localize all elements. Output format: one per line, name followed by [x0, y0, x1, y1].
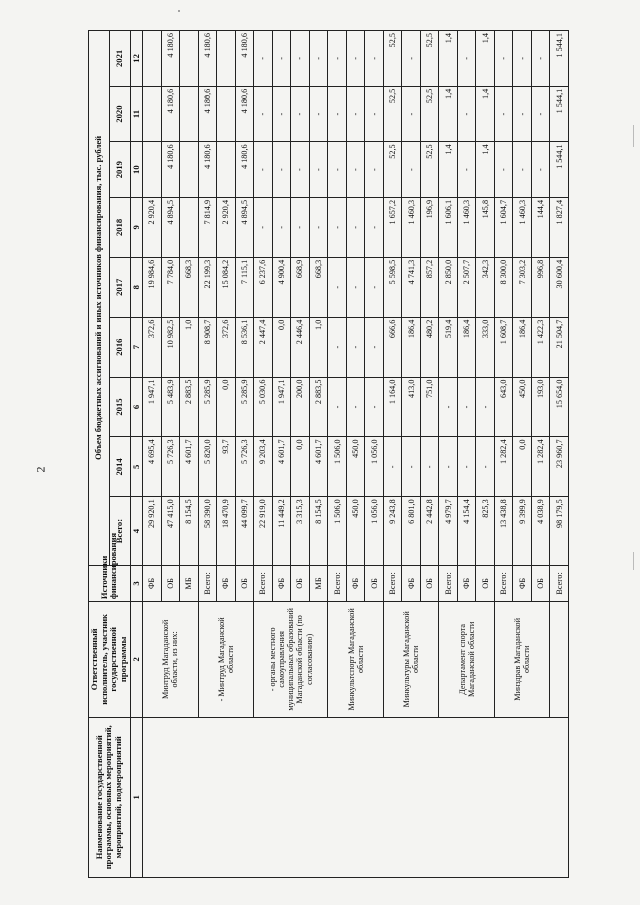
year-value-cell: 333,0 [476, 317, 495, 377]
funding-source-cell: ОБ [476, 565, 495, 601]
year-value-cell: - [383, 437, 402, 497]
year-value-cell: 1 947,1 [143, 377, 162, 437]
year-value-cell: 186,4 [513, 317, 532, 377]
funding-source-cell: Всего: [494, 565, 513, 601]
total-value-cell: 29 920,1 [143, 497, 162, 565]
funding-source-cell: Всего: [328, 565, 347, 601]
year-value-cell: - [420, 437, 439, 497]
funding-source-cell: ФБ [217, 565, 236, 601]
year-value-cell: 7 784,0 [161, 257, 180, 317]
year-value-cell: - [254, 197, 273, 257]
year-value-cell: - [494, 31, 513, 87]
year-value-cell: - [291, 142, 310, 198]
total-value-cell: 18 470,9 [217, 497, 236, 565]
year-value-cell: 0,0 [272, 317, 291, 377]
year-value-cell: - [402, 437, 421, 497]
year-value-cell: 15 084,2 [217, 257, 236, 317]
year-value-cell: 1,0 [180, 317, 199, 377]
header-year: 2021 [109, 31, 130, 87]
year-value-cell: 193,0 [531, 377, 550, 437]
executor-cell: Минздрав Магаданской области [494, 602, 550, 717]
column-index: 2 [130, 602, 143, 717]
column-index: 12 [130, 31, 143, 87]
year-value-cell: 1 544,1 [550, 86, 569, 142]
year-value-cell: 1 282,4 [531, 437, 550, 497]
year-value-cell: - [291, 197, 310, 257]
year-value-cell: - [346, 86, 365, 142]
year-value-cell: 5 726,3 [235, 437, 254, 497]
year-value-cell: - [309, 31, 328, 87]
year-value-cell: - [328, 86, 347, 142]
year-value-cell: 4 894,5 [235, 197, 254, 257]
year-value-cell: 413,0 [402, 377, 421, 437]
total-value-cell: 4 979,7 [439, 497, 458, 565]
year-value-cell: - [309, 197, 328, 257]
year-value-cell: - [272, 197, 291, 257]
year-value-cell: - [494, 142, 513, 198]
column-index: 3 [130, 565, 143, 601]
year-value-cell [217, 31, 236, 87]
year-value-cell: 1 506,0 [328, 437, 347, 497]
year-value-cell [180, 142, 199, 198]
funding-source-cell: МБ [180, 565, 199, 601]
year-value-cell: - [309, 86, 328, 142]
executor-cell [550, 602, 569, 717]
year-value-cell: - [272, 142, 291, 198]
year-value-cell: - [365, 197, 384, 257]
year-value-cell: 5 820,0 [198, 437, 217, 497]
funding-source-cell: ОБ [531, 565, 550, 601]
year-value-cell: - [457, 377, 476, 437]
scan-margin-mark [633, 125, 634, 147]
year-value-cell: 1,4 [476, 31, 495, 87]
year-value-cell: 1 460,3 [402, 197, 421, 257]
year-value-cell: 1 460,3 [457, 197, 476, 257]
year-value-cell: 1,4 [476, 142, 495, 198]
column-index: 1 [130, 717, 143, 877]
total-value-cell: 825,3 [476, 497, 495, 565]
program-name-cell [143, 717, 569, 877]
year-value-cell: - [254, 31, 273, 87]
year-value-cell: 196,9 [420, 197, 439, 257]
total-value-cell: 3 315,3 [291, 497, 310, 565]
year-value-cell: - [439, 377, 458, 437]
scan-margin-mark [633, 552, 634, 570]
year-value-cell: - [365, 257, 384, 317]
funding-source-cell: МБ [309, 565, 328, 601]
total-value-cell: 4 038,9 [531, 497, 550, 565]
header-funding-source: Источники финансирования [89, 565, 131, 601]
total-value-cell: 8 154,5 [180, 497, 199, 565]
year-value-cell: - [513, 31, 532, 87]
year-value-cell: 450,0 [346, 437, 365, 497]
year-value-cell: 4 180,6 [198, 142, 217, 198]
year-value-cell: - [402, 86, 421, 142]
year-value-cell: 2 447,4 [254, 317, 273, 377]
year-value-cell: 144,4 [531, 197, 550, 257]
column-index: 9 [130, 197, 143, 257]
year-value-cell: 4 180,6 [235, 142, 254, 198]
year-value-cell: 668,9 [291, 257, 310, 317]
year-value-cell: - [328, 197, 347, 257]
total-value-cell: 13 438,8 [494, 497, 513, 565]
year-value-cell: 2 850,0 [439, 257, 458, 317]
year-value-cell [217, 86, 236, 142]
funding-source-cell: ОБ [420, 565, 439, 601]
year-value-cell: 1 422,3 [531, 317, 550, 377]
year-value-cell: 145,8 [476, 197, 495, 257]
year-value-cell: 52,5 [383, 142, 402, 198]
total-value-cell: 22 919,0 [254, 497, 273, 565]
funding-source-cell: Всего: [439, 565, 458, 601]
year-value-cell: 4 894,5 [161, 197, 180, 257]
year-value-cell: 30 600,4 [550, 257, 569, 317]
year-value-cell: 23 960,7 [550, 437, 569, 497]
table-row [143, 31, 162, 878]
header-budget-volume: Объем бюджетных ассигнований и иных источников финансирования, тыс. рублей [89, 31, 110, 566]
year-value-cell: - [328, 31, 347, 87]
year-value-cell: - [513, 86, 532, 142]
year-value-cell: - [365, 142, 384, 198]
executor-cell: Минтруд Магаданской области, из них: [143, 602, 199, 717]
funding-source-cell: ФБ [513, 565, 532, 601]
funding-source-cell: ФБ [272, 565, 291, 601]
year-value-cell: - [402, 31, 421, 87]
year-value-cell: - [272, 31, 291, 87]
budget-table-container [88, 30, 564, 878]
year-value-cell: 52,5 [383, 86, 402, 142]
year-value-cell: 2 920,4 [217, 197, 236, 257]
header-year: 2016 [109, 317, 130, 377]
funding-source-cell: Всего: [198, 565, 217, 601]
year-value-cell: - [457, 142, 476, 198]
year-value-cell: - [328, 317, 347, 377]
year-value-cell: 519,4 [439, 317, 458, 377]
year-value-cell: - [346, 142, 365, 198]
year-value-cell: 1 947,1 [272, 377, 291, 437]
total-value-cell: 9 243,8 [383, 497, 402, 565]
year-value-cell: 22 199,3 [198, 257, 217, 317]
year-value-cell: - [457, 86, 476, 142]
year-value-cell: 4 741,3 [402, 257, 421, 317]
year-value-cell: 1 544,1 [550, 31, 569, 87]
total-value-cell: 450,0 [346, 497, 365, 565]
year-value-cell: 1 827,4 [550, 197, 569, 257]
year-value-cell: 4 180,6 [161, 31, 180, 87]
year-value-cell: - [365, 86, 384, 142]
year-value-cell: 2 446,4 [291, 317, 310, 377]
header-executor: Ответственный исполнитель, участник государственной программы [89, 602, 131, 717]
year-value-cell: 7 115,1 [235, 257, 254, 317]
year-value-cell: - [346, 377, 365, 437]
year-value-cell: 4 900,4 [272, 257, 291, 317]
year-value-cell: 8 536,1 [235, 317, 254, 377]
funding-source-cell: ОБ [365, 565, 384, 601]
year-value-cell: 5 483,9 [161, 377, 180, 437]
year-value-cell: 52,5 [420, 86, 439, 142]
year-value-cell: - [402, 142, 421, 198]
executor-cell: - Минтруд Магаданской области [198, 602, 254, 717]
year-value-cell: 643,0 [494, 377, 513, 437]
year-value-cell: 1,4 [476, 86, 495, 142]
year-value-cell: 1,4 [439, 86, 458, 142]
total-value-cell: 6 801,0 [402, 497, 421, 565]
year-value-cell: 1 657,2 [383, 197, 402, 257]
header-total: Всего: [109, 497, 130, 565]
header-year: 2014 [109, 437, 130, 497]
total-value-cell: 11 449,2 [272, 497, 291, 565]
year-value-cell: 342,3 [476, 257, 495, 317]
year-value-cell: - [328, 377, 347, 437]
year-value-cell [143, 142, 162, 198]
year-value-cell: - [346, 31, 365, 87]
budget-table [88, 30, 569, 878]
year-value-cell: 751,0 [420, 377, 439, 437]
total-value-cell: 47 415,0 [161, 497, 180, 565]
total-value-cell: 4 154,4 [457, 497, 476, 565]
funding-source-cell: ФБ [457, 565, 476, 601]
year-value-cell: - [457, 31, 476, 87]
total-value-cell: 1 506,0 [328, 497, 347, 565]
year-value-cell: - [476, 377, 495, 437]
year-value-cell: 1 056,0 [365, 437, 384, 497]
year-value-cell: 93,7 [217, 437, 236, 497]
executor-cell: Минкультуры Магаданской области [383, 602, 439, 717]
year-value-cell [217, 142, 236, 198]
year-value-cell: 5 285,9 [198, 377, 217, 437]
column-index-row [130, 31, 143, 878]
year-value-cell: 9 203,4 [254, 437, 273, 497]
year-value-cell: 2 883,5 [309, 377, 328, 437]
year-value-cell: 1 604,7 [494, 197, 513, 257]
year-value-cell: - [346, 257, 365, 317]
funding-source-cell: Всего: [550, 565, 569, 601]
year-value-cell: 186,4 [402, 317, 421, 377]
year-value-cell: - [494, 86, 513, 142]
total-value-cell: 2 442,8 [420, 497, 439, 565]
year-value-cell: 1,0 [309, 317, 328, 377]
column-index: 5 [130, 437, 143, 497]
funding-source-cell: ОБ [291, 565, 310, 601]
year-value-cell: 8 908,7 [198, 317, 217, 377]
funding-source-cell: Всего: [383, 565, 402, 601]
column-index: 7 [130, 317, 143, 377]
year-value-cell: 52,5 [383, 31, 402, 87]
year-value-cell: - [346, 197, 365, 257]
year-value-cell: 480,2 [420, 317, 439, 377]
year-value-cell: - [531, 31, 550, 87]
year-value-cell: - [328, 142, 347, 198]
year-value-cell: - [254, 86, 273, 142]
executor-cell: - органы местного самоуправления муниципальных образований Магаданской области (по согласованию) [254, 602, 328, 717]
year-value-cell: 1 606,1 [439, 197, 458, 257]
total-value-cell: 1 056,0 [365, 497, 384, 565]
year-value-cell: 668,3 [309, 257, 328, 317]
column-index: 10 [130, 142, 143, 198]
budget-table-body [143, 31, 569, 878]
year-value-cell: 1 608,7 [494, 317, 513, 377]
year-value-cell: 4 601,7 [272, 437, 291, 497]
year-value-cell: 5 030,6 [254, 377, 273, 437]
executor-cell: Минкультспорт Магаданской области [328, 602, 384, 717]
total-value-cell: 44 099,7 [235, 497, 254, 565]
year-value-cell: - [291, 31, 310, 87]
year-value-cell: 5 285,9 [235, 377, 254, 437]
year-value-cell: - [272, 86, 291, 142]
year-value-cell: - [476, 437, 495, 497]
year-value-cell: 0,0 [291, 437, 310, 497]
year-value-cell: - [346, 317, 365, 377]
header-program-name: Наименование государственной программы, основных мероприятий, мероприятий, подмероприятий [89, 717, 131, 877]
year-value-cell: 5 726,3 [161, 437, 180, 497]
year-value-cell: 4 180,6 [161, 86, 180, 142]
year-value-cell: 19 984,6 [143, 257, 162, 317]
year-value-cell: 52,5 [420, 31, 439, 87]
year-value-cell [180, 86, 199, 142]
column-index: 8 [130, 257, 143, 317]
year-value-cell: - [457, 437, 476, 497]
year-value-cell: - [309, 142, 328, 198]
year-value-cell: 668,3 [180, 257, 199, 317]
year-value-cell: 10 982,5 [161, 317, 180, 377]
year-value-cell: 4 180,6 [235, 86, 254, 142]
year-value-cell: 4 695,4 [143, 437, 162, 497]
year-value-cell: 4 601,7 [309, 437, 328, 497]
year-value-cell: 372,6 [143, 317, 162, 377]
year-value-cell: - [531, 86, 550, 142]
funding-source-cell: ФБ [143, 565, 162, 601]
year-value-cell [143, 31, 162, 87]
year-value-cell: 2 507,7 [457, 257, 476, 317]
funding-source-cell: ОБ [161, 565, 180, 601]
year-value-cell: 52,5 [420, 142, 439, 198]
year-value-cell: - [365, 31, 384, 87]
year-value-cell: - [531, 142, 550, 198]
funding-source-cell: ОБ [235, 565, 254, 601]
year-value-cell: 0,0 [513, 437, 532, 497]
column-index: 6 [130, 377, 143, 437]
year-value-cell: 1,4 [439, 31, 458, 87]
year-value-cell: 666,6 [383, 317, 402, 377]
year-value-cell: - [513, 142, 532, 198]
page-number: 2 [33, 466, 48, 473]
year-value-cell: 4 180,6 [198, 86, 217, 142]
year-value-cell: 4 601,7 [180, 437, 199, 497]
executor-cell: Департамент спорта Магаданской области [439, 602, 495, 717]
header-year: 2018 [109, 197, 130, 257]
year-value-cell: 21 504,7 [550, 317, 569, 377]
scan-speck [178, 10, 180, 12]
header-year: 2017 [109, 257, 130, 317]
header-year: 2015 [109, 377, 130, 437]
year-value-cell: 8 300,0 [494, 257, 513, 317]
year-value-cell: 4 180,6 [235, 31, 254, 87]
year-value-cell: - [439, 437, 458, 497]
year-value-cell: 1 282,4 [494, 437, 513, 497]
year-value-cell: 450,0 [513, 377, 532, 437]
year-value-cell: - [254, 142, 273, 198]
year-value-cell: - [365, 377, 384, 437]
funding-source-cell: ФБ [402, 565, 421, 601]
total-value-cell: 9 399,9 [513, 497, 532, 565]
column-index: 11 [130, 86, 143, 142]
total-value-cell: 98 179,5 [550, 497, 569, 565]
total-value-cell: 8 154,5 [309, 497, 328, 565]
year-value-cell: - [365, 317, 384, 377]
year-value-cell: 2 883,5 [180, 377, 199, 437]
funding-source-cell: Всего: [254, 565, 273, 601]
year-value-cell [180, 31, 199, 87]
year-value-cell: 857,2 [420, 257, 439, 317]
year-value-cell: 200,0 [291, 377, 310, 437]
year-value-cell [143, 86, 162, 142]
year-value-cell: 7 814,9 [198, 197, 217, 257]
year-value-cell: 996,8 [531, 257, 550, 317]
year-value-cell: 15 654,0 [550, 377, 569, 437]
year-value-cell: 0,0 [217, 377, 236, 437]
year-value-cell: 4 180,6 [161, 142, 180, 198]
column-index: 4 [130, 497, 143, 565]
header-year: 2019 [109, 142, 130, 198]
funding-source-cell: ФБ [346, 565, 365, 601]
total-value-cell: 58 390,0 [198, 497, 217, 565]
year-value-cell [180, 197, 199, 257]
year-value-cell: 5 598,5 [383, 257, 402, 317]
year-value-cell: 4 180,6 [198, 31, 217, 87]
year-value-cell: - [291, 86, 310, 142]
year-value-cell: 1,4 [439, 142, 458, 198]
year-value-cell: 2 920,4 [143, 197, 162, 257]
year-value-cell: 6 237,6 [254, 257, 273, 317]
year-value-cell: 372,6 [217, 317, 236, 377]
year-value-cell: 7 303,2 [513, 257, 532, 317]
year-value-cell: 1 544,1 [550, 142, 569, 198]
header-year: 2020 [109, 86, 130, 142]
year-value-cell: 1 460,3 [513, 197, 532, 257]
year-value-cell: - [328, 257, 347, 317]
year-value-cell: 186,4 [457, 317, 476, 377]
year-value-cell: 1 164,0 [383, 377, 402, 437]
